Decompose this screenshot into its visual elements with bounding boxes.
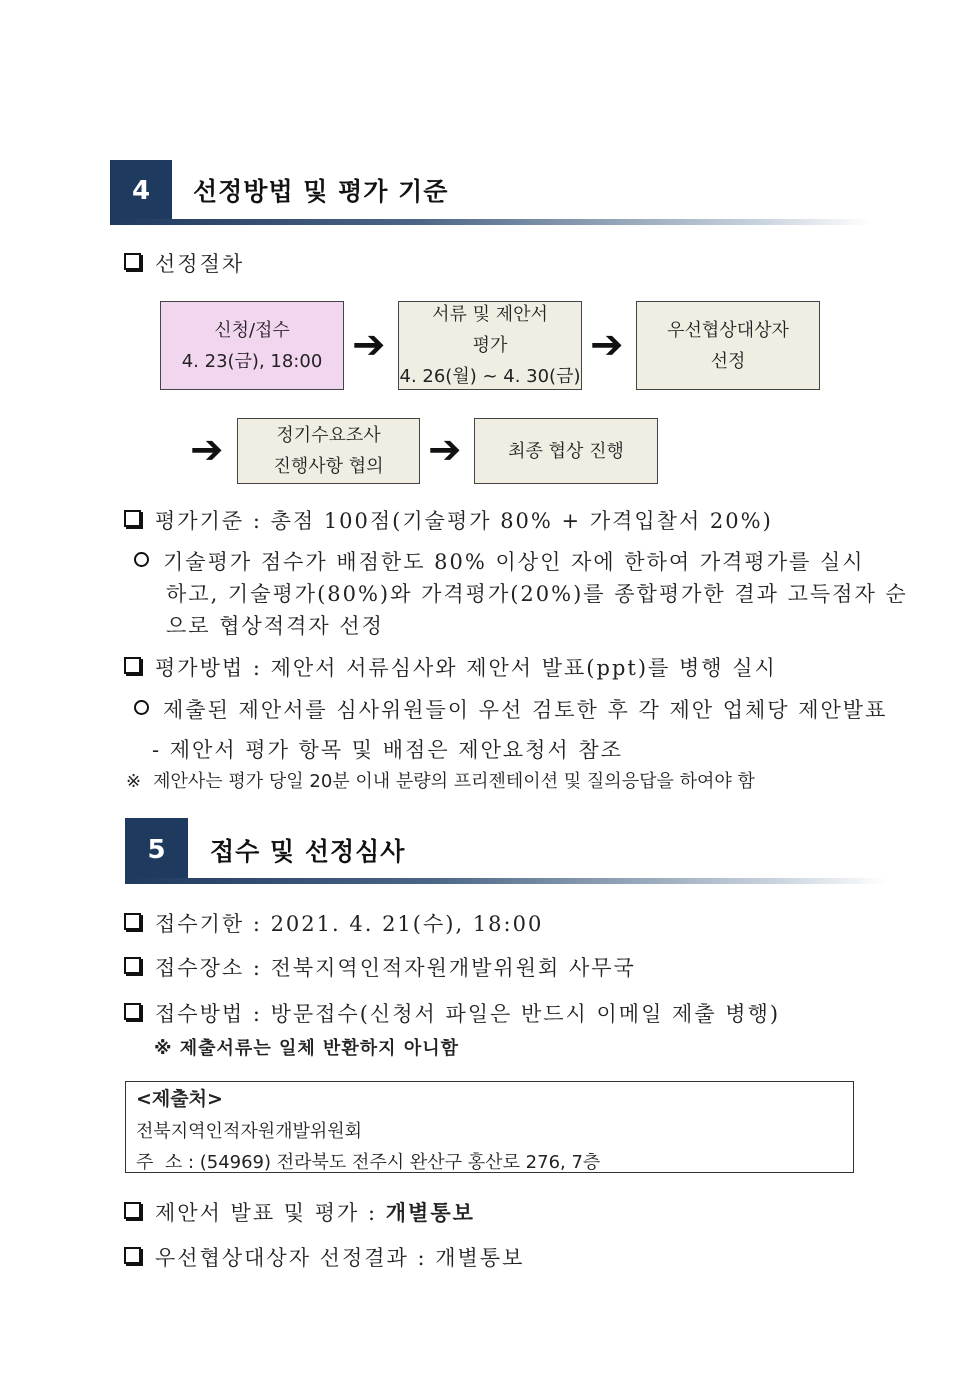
arrow-right-icon: ➔ [190,427,224,473]
flow-step-text: 서류 및 제안서 [432,304,548,325]
flow-step-text: 최종 협상 진행 [508,440,624,462]
flow-step-text: 선정 [710,350,746,372]
section-title-5: 접수 및 선정심사 [210,837,406,866]
arrow-right-icon: ➔ [428,427,462,473]
presentation-line: 제안서 발표 및 평가 : 개별통보 [124,1197,475,1227]
submission-method-line: 접수방법 : 방문접수(신청서 파일은 반드시 이메일 제출 병행) [124,998,780,1028]
submission-box-heading: <제출처> [136,1088,223,1110]
method-detail: 제출된 제안서를 심사위원들이 우선 검토한 후 각 제안 업체당 제안발표 [134,694,887,724]
presentation-note: ※ 제안사는 평가 당일 20분 이내 분량의 프리젠테이션 및 질의응답을 하여야 함 [126,771,755,792]
arrow-right-icon: ➔ [590,322,624,368]
section-title-4: 선정방법 및 평가 기준 [193,177,449,206]
flow-step-text: 신청/접수 [214,319,290,341]
flow-step-text: 4. 26(월) ~ 4. 30(금) [399,366,581,387]
section-number-4: 4 [110,160,172,222]
criteria-detail-cont: 으로 협상적격자 선정 [166,614,384,638]
submission-box [125,1081,854,1173]
checkbox-square-icon [124,1247,141,1264]
circle-bullet-icon [134,552,149,567]
criteria-line: 평가기준 : 총점 100점(기술평가 80% + 가격입찰서 20%) [124,505,773,535]
submission-org: 전북지역인적자원개발위원회 [136,1121,363,1142]
section-rule-4 [110,219,872,225]
method-line: 평가방법 : 제안서 서류심사와 제안서 발표(ppt)를 병행 실시 [124,652,777,682]
checkbox-square-icon [124,1003,141,1020]
circle-bullet-icon [134,700,149,715]
checkbox-square-icon [124,510,141,527]
flow-step-final-negotiation [474,418,658,484]
flow-step-text: 정기수요조사 [276,425,381,446]
checkbox-square-icon [124,657,141,674]
criteria-detail: 기술평가 점수가 배점한도 80% 이상인 자에 한하여 가격평가를 실시 [134,546,865,576]
submission-address: 주 소 : (54969) 전라북도 전주시 완산구 홍산로 276, 7층 [136,1152,601,1173]
flow-step-selection [636,301,820,390]
flow-step-text: 진행사항 협의 [273,456,384,477]
presentation-value: 개별통보 [385,1200,475,1225]
result-line: 우선협상대상자 선정결과 : 개별통보 [124,1242,524,1272]
flow-step-text: 평가 [472,335,508,356]
checkbox-square-icon [124,1202,141,1219]
flow-step-application [160,301,344,390]
arrow-right-icon: ➔ [352,322,386,368]
section-number-5: 5 [125,818,188,881]
checkbox-square-icon [124,913,141,930]
criteria-detail-cont: 하고, 기술평가(80%)와 가격평가(20%)를 종합평가한 결과 고득점자 순 [166,582,908,606]
flow-step-consultation [237,418,420,484]
checkbox-square-icon [124,957,141,974]
deadline-line: 접수기한 : 2021. 4. 21(수), 18:00 [124,908,543,938]
flow-step-text: 우선협상대상자 [667,319,789,341]
section-rule-5 [125,878,887,884]
flow-step-evaluation [398,301,582,390]
flow-step-text: 4. 23(금), 18:00 [181,350,323,372]
method-sub: - 제안서 평가 항목 및 배점은 제안요청서 참조 [152,738,623,762]
place-line: 접수장소 : 전북지역인적자원개발위원회 사무국 [124,952,636,982]
result-value: 개별통보 [435,1246,525,1270]
no-return-note: ※ 제출서류는 일체 반환하지 아니함 [154,1038,459,1059]
checkbox-square-icon [124,253,141,270]
procedure-heading: 선정절차 [124,248,244,278]
